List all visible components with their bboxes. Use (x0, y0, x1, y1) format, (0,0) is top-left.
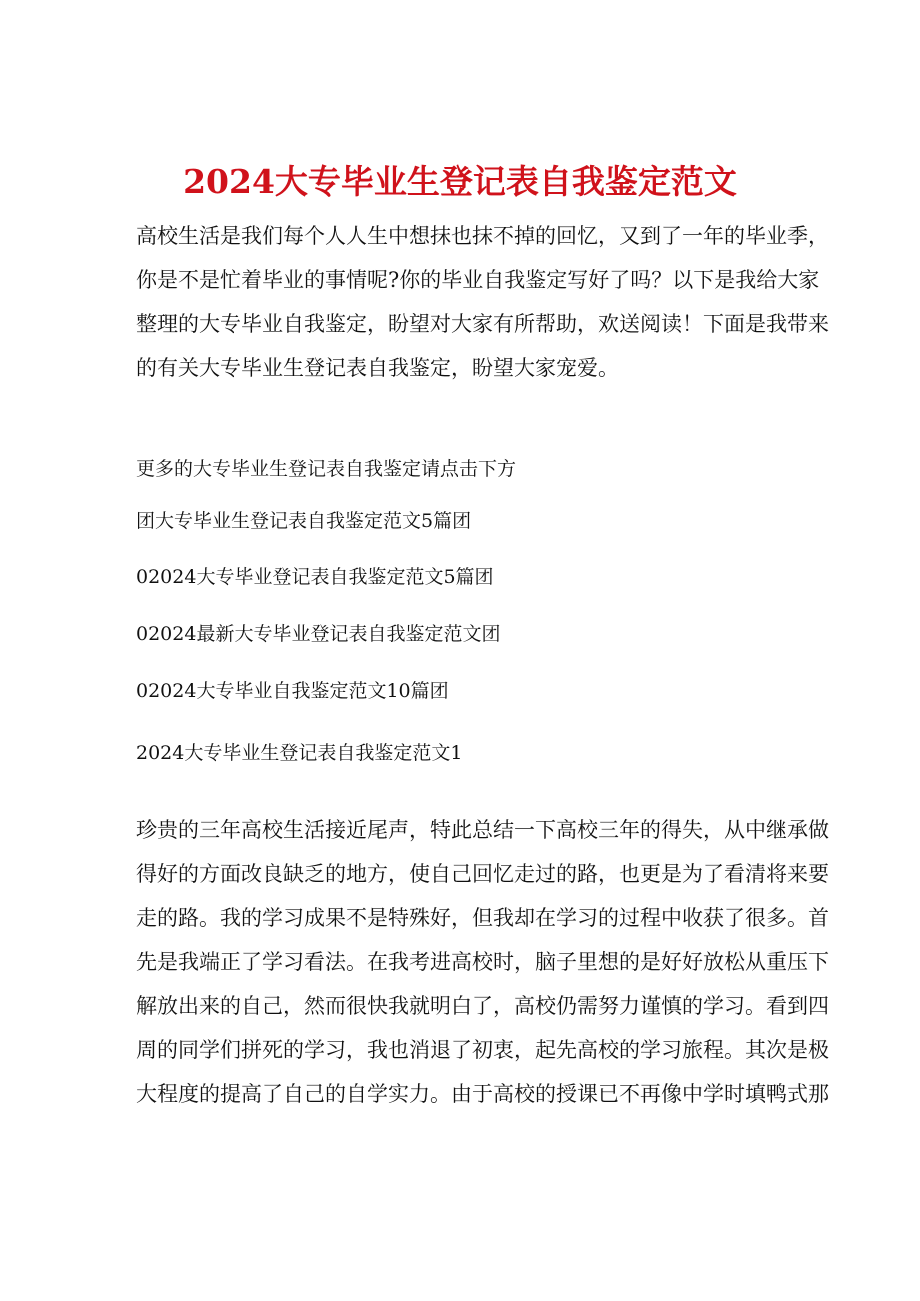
related-link[interactable]: 02024最新大专毕业登记表自我鉴定范文团 (136, 623, 501, 645)
intro-line: 的有关大专毕业生登记表自我鉴定，盼望大家宠爱。 (136, 356, 619, 380)
body-line: 得好的方面改良缺乏的地方，使自己回忆走过的路，也更是为了看清将来要 (136, 862, 829, 886)
body-paragraph (136, 808, 829, 1116)
intro-line: 整理的大专毕业自我鉴定，盼望对大家有所帮助，欢送阅读！下面是我带来 (136, 312, 829, 336)
body-line: 周的同学们拼死的学习，我也消退了初衷，起先高校的学习旅程。其次是极 (136, 1038, 829, 1062)
document-title: 2024大专毕业生登记表自我鉴定范文 (183, 162, 737, 202)
section-heading: 2024大专毕业生登记表自我鉴定范文1 (136, 742, 463, 764)
body-line: 大程度的提高了自己的自学实力。由于高校的授课已不再像中学时填鸭式那 (136, 1082, 829, 1106)
related-link[interactable]: 02024大专毕业自我鉴定范文10篇团 (136, 680, 449, 702)
intro-paragraph (136, 214, 829, 390)
intro-line: 你是不是忙着毕业的事情呢?你的毕业自我鉴定写好了吗？以下是我给大家 (136, 268, 820, 292)
more-label: 更多的大专毕业生登记表自我鉴定请点击下方 (136, 458, 517, 480)
body-line: 珍贵的三年高校生活接近尾声，特此总结一下高校三年的得失，从中继承做 (136, 818, 829, 842)
related-link[interactable]: 团大专毕业生登记表自我鉴定范文5篇团 (136, 510, 472, 532)
intro-line: 高校生活是我们每个人人生中想抹也抹不掉的回忆，又到了一年的毕业季， (136, 224, 829, 248)
related-link[interactable]: 02024大专毕业登记表自我鉴定范文5篇团 (136, 566, 494, 588)
body-line: 解放出来的自己，然而很快我就明白了，高校仍需努力谨慎的学习。看到四 (136, 994, 829, 1018)
body-line: 先是我端正了学习看法。在我考进高校时，脑子里想的是好好放松从重压下 (136, 950, 829, 974)
body-line: 走的路。我的学习成果不是特殊好，但我却在学习的过程中收获了很多。首 (136, 906, 829, 930)
